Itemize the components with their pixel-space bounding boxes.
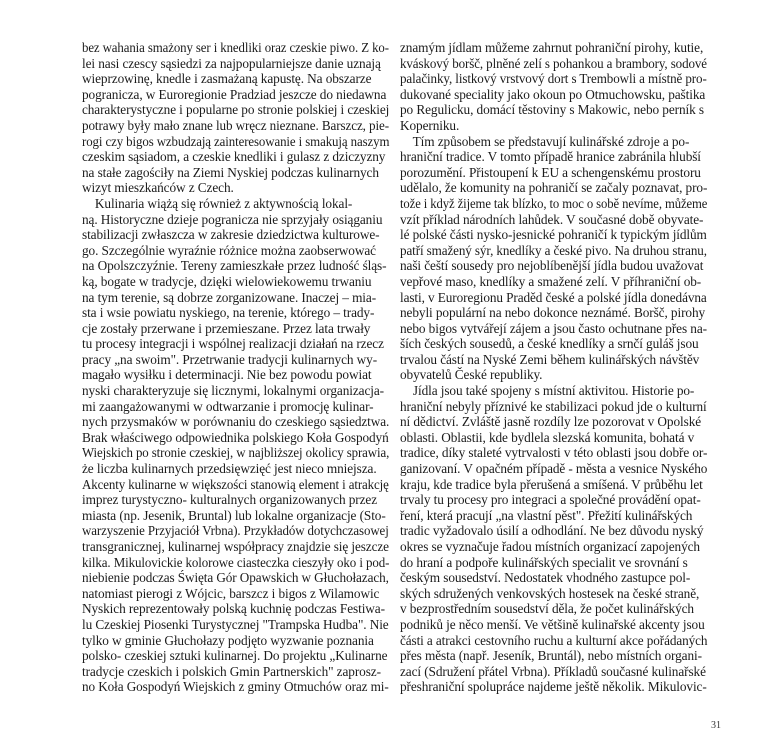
text-line: znamým jídlam můžeme zahrnut pohraniční pirohy, kutie, bbox=[400, 40, 704, 55]
text-line: přes města (např. Jeseník, Bruntál), nebo místních organi- bbox=[400, 648, 702, 664]
text-line: sta i wsie powiatu nyskiego, na terenie, którego – trady- bbox=[82, 305, 375, 321]
text-line: pracy „na swoim". Przetrwanie tradycji kulinarnych wy- bbox=[82, 351, 378, 367]
text-line: nebyli populární na nebo dokonce neznámé. Boršč, pirohy bbox=[400, 305, 706, 321]
text-line: polsko- czeskiej sztuki kulinarnej. Do projektu „Kulinarne bbox=[82, 648, 388, 664]
text-line: lasti, v Euroregionu Praděd české a polské jídla donedávna bbox=[400, 289, 707, 305]
text-line: Jídla jsou také spojeny s místní aktivitou. Historie po- bbox=[400, 383, 695, 399]
text-line: udělalo, že komunity na pohraničí se začaly poznavat, pro- bbox=[400, 180, 708, 196]
text-line: go. Szczególnie wyraźnie różnice można zaobserwować bbox=[82, 242, 376, 258]
text-line: části a atrakci cestovního ruchu a kulturní akce pořádaných bbox=[400, 632, 708, 648]
text-line: nebo bigos vytvářejí zájem a jsou často ochutnane přes na- bbox=[400, 320, 707, 336]
text-line: podniků je něco menší. Ve většině kulinařské akcenty jsou bbox=[400, 616, 705, 632]
text-line: ských sdružených venkovských hostesek na české straně, bbox=[400, 585, 700, 601]
text-line: kváskový boršč, plněné zelí s pohankou a brambory, sodové bbox=[400, 55, 707, 71]
text-line: v bezprostředním sousedství děla, že počet kulinářských bbox=[400, 601, 694, 617]
text-line: lé polské části nysko-jesnické pohraničí k typickým jídlům bbox=[400, 227, 707, 243]
text-line: Brak właściwego odpowiednika polskiego Koła Gospodyń bbox=[82, 429, 389, 445]
text-line: vepřové maso, knedlíky a smažené zelí. V příhraniční ob- bbox=[400, 273, 702, 289]
text-line: niebienie podczas Święta Gór Opawskich w Głuchołazach, bbox=[82, 570, 389, 586]
text-line: hraniční tradice. V tomto případě hranice zabránila hlubší bbox=[400, 149, 701, 165]
text-line: ní dědictví. Zvláště jasně rozdíly lze pozorovat v Opolské bbox=[400, 414, 702, 430]
text-line: wizyt mieszkańców z Czech. bbox=[82, 180, 234, 196]
text-line: ką, bogate w tradycje, dzięki wielowiekowemu trwaniu bbox=[82, 273, 372, 289]
text-line: oblasti. Oblastii, kde bydlela slezská komunita, bohatá v bbox=[400, 429, 695, 445]
text-line: mi zaangażowanymi w odtwarzanie i promocję kulinar- bbox=[82, 398, 374, 414]
text-line: bez wahania smażony ser i knedliki oraz czeskie piwo. Z ko- bbox=[82, 40, 389, 55]
left-text-column bbox=[82, 40, 389, 695]
text-line: ną. Historyczne dzieje pogranicza nie sprzyjały osiąganiu bbox=[82, 211, 383, 227]
text-line: czeskim sąsiadom, a czeskie knedliki i gulasz z dziczyzny bbox=[82, 149, 386, 165]
text-line: patří smažený sýr, knedlíky a české pivo. Na druhou stranu, bbox=[400, 242, 707, 258]
text-line: nyski charakteryzuje się licznymi, lokalnymi organizacja- bbox=[82, 383, 384, 399]
text-line: tradic vyžadovalo úsilí a odhodlání. Ne bez důvodu nyský bbox=[400, 523, 704, 539]
text-line: dukované speciality jako okoun po Otmuchowsku, paštika bbox=[400, 86, 706, 102]
text-line: porozumění. Přistoupení k EU a schengenskému prostoru bbox=[400, 164, 701, 180]
text-line: tu procesy integracji i wspólnej realizacji działań na rzecz bbox=[82, 336, 384, 352]
text-line: hraniční nebyly příznivé ke stabilizaci pokud jde o kulturní bbox=[400, 398, 707, 414]
text-line: cje zostały przerwane i przemieszane. Przez lata trwały bbox=[82, 320, 371, 336]
page-number: 31 bbox=[711, 720, 721, 731]
text-line: natomiast pierogi z Wójcic, barszcz i bigos z Wilamowic bbox=[82, 585, 380, 601]
text-line: charakterystyczne i popularne po stronie polskiej i czeskiej bbox=[82, 102, 390, 118]
text-line: na Opolszczyźnie. Tereny zamieszkałe przez ludność śląs- bbox=[82, 258, 387, 274]
text-line: tylko w gminie Głuchołazy podjęto wyzwanie poznania bbox=[82, 632, 374, 648]
text-line: kraju, kde tradice byla přerušená a smíšená. V průběhu let bbox=[400, 476, 703, 492]
text-line: Koperniku. bbox=[400, 117, 460, 133]
text-line: na stałe zagościły na Ziemi Nyskiej podczas kulinarnych bbox=[82, 164, 379, 180]
text-line: po Regulicku, domácí těstoviny s Makowic, nebo perník s bbox=[400, 102, 704, 118]
text-line: Nyskich reprezentowały polską kuchnię podczas Festiwa- bbox=[82, 601, 385, 617]
text-line: lei nasi czescy sąsiedzi za najpopularniejsze danie uznają bbox=[82, 55, 381, 71]
text-line: na tym terenie, są dobrze zorganizowane. Inaczej – mia- bbox=[82, 289, 377, 305]
text-line: obyvatelů České republiky. bbox=[400, 367, 543, 383]
text-line: tože i když žijeme tak blízko, to moc o sobě nevíme, můžeme bbox=[400, 195, 708, 211]
text-line: vzít příklad národních lahůdek. V současné době obyvate- bbox=[400, 211, 704, 227]
text-line: okres se vyznačuje řadou místních organizací zapojených bbox=[400, 539, 700, 554]
text-line: do hraní a podpoře kulinářských specialit ve srovnání s bbox=[400, 554, 688, 570]
text-line: potrawy były mało znane lub wręcz nieznane. Barszcz, pie- bbox=[82, 117, 390, 133]
text-line: zací (Sdružení přátel Vrbna). Příkladů současné kulinařské bbox=[400, 663, 706, 679]
text-line: Tím způsobem se představují kulinářské zdroje a po- bbox=[400, 133, 690, 149]
text-line: lu Czeskiej Piosenki Turystycznej "Trampska Hudba". Nie bbox=[82, 616, 389, 632]
text-line: rogi czy bigos wzbudzają zainteresowanie i smakują naszym bbox=[82, 133, 390, 149]
text-line: tradice, díky staleté vytrvalosti v této oblasti jsou dobře or- bbox=[400, 445, 708, 461]
text-line: imprez turystyczno- kulturalnych organizowanych przez bbox=[82, 492, 377, 508]
text-line: kilka. Mikulovickie kolorowe ciasteczka cieszyły oko i pod- bbox=[82, 554, 390, 570]
text-line: ganizovaní. V opačném případě - města a vesnice Nyského bbox=[400, 461, 708, 477]
text-line: ších českých sousedů, a české knedlíky a srnčí guláš jsou bbox=[400, 336, 699, 352]
text-line: přeshraniční spolupráce najdeme ještě několik. Mikulovic- bbox=[400, 679, 707, 695]
right-text-column bbox=[400, 40, 707, 695]
text-line: miasta (np. Jesenik, Bruntal) lub lokalne organizacje (Sto- bbox=[82, 507, 386, 523]
text-line: wieprzowinę, knedle i zasmażaną kapustę. Na obszarze bbox=[82, 71, 372, 87]
text-line: magało wysiłku i determinacji. Nie bez powodu powiat bbox=[82, 367, 372, 383]
text-line: palačinky, listkový vrstvový dort s Trembowli a místně pro- bbox=[400, 71, 707, 87]
text-line: Akcenty kulinarne w większości stanowią element i atrakcję bbox=[82, 476, 389, 492]
text-line: trvalou částí na Nyské Zemi během kulinářských návštěv bbox=[400, 351, 700, 367]
text-line: że liczba kulinarnych przedsięwzięć jest nieco mniejsza. bbox=[82, 461, 377, 477]
text-line: warzyszenie Przyjaciół Vrbna). Przykładów dotychczasowej bbox=[82, 523, 389, 539]
text-line: trvaly tu procesy pro integraci a společné provádění opat- bbox=[400, 492, 701, 508]
text-line: stabilizacji zwłaszcza w zakresie dziedzictwa kulturowe- bbox=[82, 227, 380, 243]
text-line: Wiejskich po stronie czeskiej, w najbliższej okolicy sprawia, bbox=[82, 445, 390, 461]
text-line: no Koła Gospodyń Wiejskich z gminy Otmuchów oraz mi- bbox=[82, 679, 389, 695]
text-line: ření, která pracují „na vlastní pěst". Přežití kulinářských bbox=[400, 507, 693, 523]
text-line: naši čeští sousedy pro nejoblíbenější jídla budou uvažovat bbox=[400, 258, 704, 274]
text-line: českým sousedství. Nedostatek vhodného zastupce pol- bbox=[400, 570, 691, 586]
text-line: transgranicznej, kulinarnej współpracy znajdzie się jeszcze bbox=[82, 539, 389, 554]
text-line: pogranicza, w Euroregionie Pradziad jeszcze do niedawna bbox=[82, 86, 387, 102]
text-line: tradycje czeskich i polskich Gmin Partnerskich" zaprosz- bbox=[82, 663, 381, 679]
text-line: Kulinaria wiążą się również z aktywnością lokal- bbox=[82, 195, 353, 211]
text-line: nych przysmaków w porównaniu do czeskiego sąsiedztwa. bbox=[82, 414, 390, 430]
